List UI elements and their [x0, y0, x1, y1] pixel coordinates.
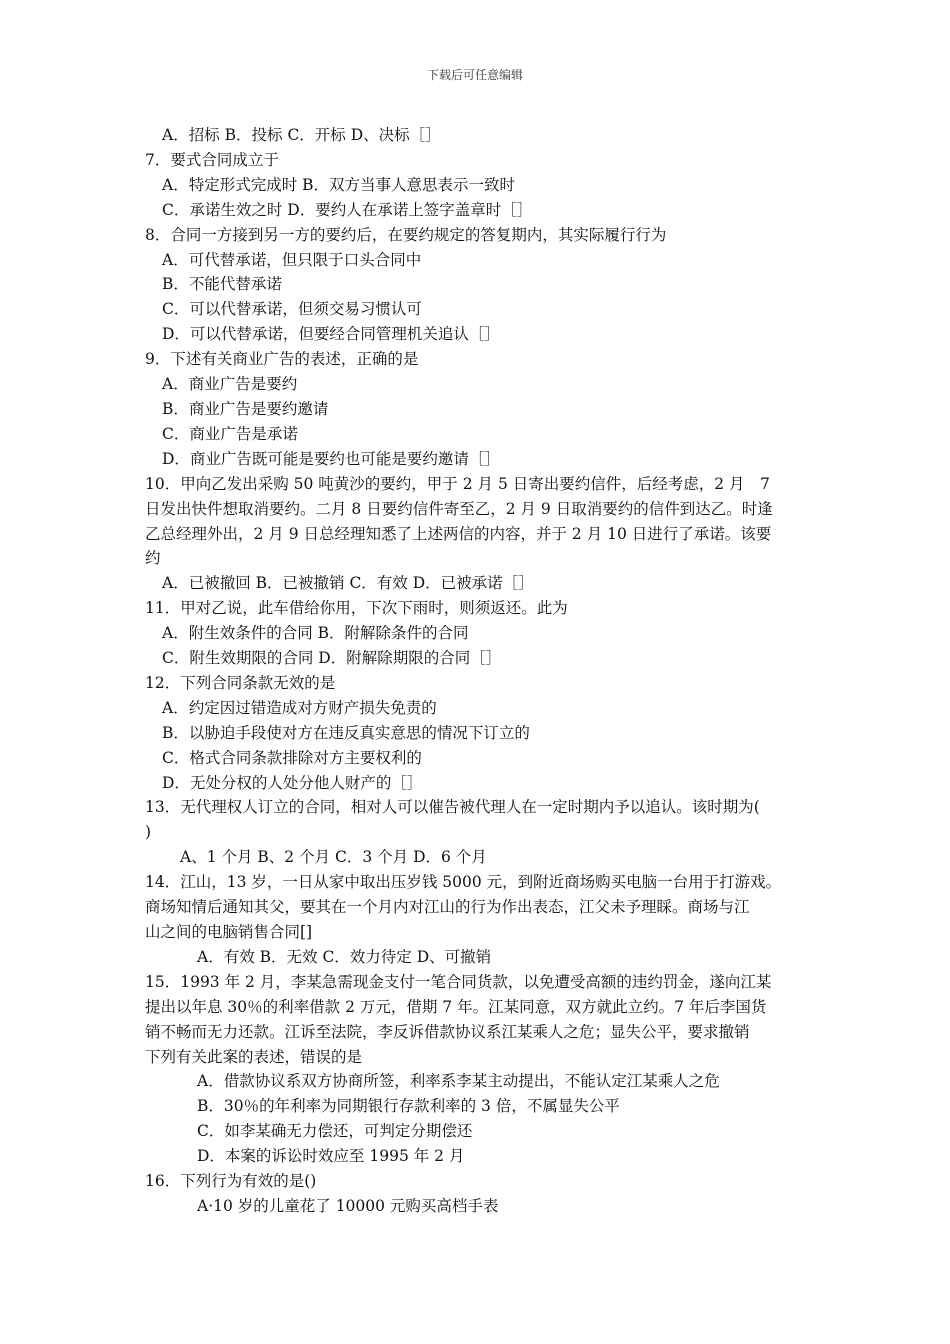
q11-options-ab: A．附生效条件的合同 B．附解除条件的合同 [162, 624, 469, 643]
q12-option-d: D．无处分权的人处分他人财产的［］ [162, 773, 423, 792]
q8-stem: 8．合同一方接到另一方的要约后，在要约规定的答复期内，其实际履行行为 [145, 225, 667, 244]
page-header: 下载后可任意编辑 [426, 68, 523, 82]
q10-stem-line-4: 约 [145, 549, 161, 568]
q13-stem-line-1: 13．无代理权人订立的合同，相对人可以催告被代理人在一定时期内予以追认。该时期为( [145, 798, 760, 817]
q15-option-b: B．30％的年利率为同期银行存款利率的 3 倍，不属显失公平 [197, 1097, 620, 1116]
q12-option-b: B．以胁迫手段使对方在违反真实意思的情况下订立的 [162, 723, 530, 742]
q12-stem: 12．下列合同条款无效的是 [145, 673, 336, 692]
q15-stem-line-4: 下列有关此案的表述，错误的是 [145, 1047, 363, 1066]
q15-stem-line-3: 销不畅而无力还款。江诉至法院，李反诉借款协议系江某乘人之危；显失公平，要求撤销 [145, 1022, 750, 1041]
q16-option-a: A·10 岁的儿童花了 10000 元购买高档手表 [197, 1196, 499, 1215]
q10-stem-line-2: 日发出快件想取消要约。二月 8 日要约信件寄至乙，2 月 9 日取消要约的信件到达乙。时逢 [145, 499, 773, 518]
q7-options-ab: A．特定形式完成时 B．双方当事人意思表示一致时 [162, 175, 516, 194]
q6-options: A．招标 B．投标 C．开标 D、决标［］ [162, 126, 441, 144]
q13-options: A、1 个月 B、2 个月 C．3 个月 D．6 个月 [180, 848, 487, 867]
q8-option-a: A．可代替承诺，但只限于口头合同中 [162, 250, 422, 269]
q14-stem-line-2: 商场知情后通知其父，要其在一个月内对江山的行为作出表态，江父未予理睬。商场与江 [145, 898, 750, 917]
q10-stem-line-1: 10．甲向乙发出采购 50 吨黄沙的要约，甲于 2 月 5 日寄出要约信件，后经考虑，2 月 7 [145, 474, 770, 493]
q11-stem: 11．甲对乙说，此车借给你用，下次下雨时，则须返还。此为 [145, 599, 568, 618]
q8-option-b: B．不能代替承诺 [162, 275, 282, 294]
q7-stem: 7．要式合同成立于 [145, 150, 279, 169]
q9-stem: 9．下述有关商业广告的表述，正确的是 [145, 350, 419, 369]
q14-options: A．有效 B．无效 C．效力待定 D、可撤销 [197, 947, 492, 966]
q11-options-cd: C．附生效期限的合同 D．附解除期限的合同［］ [162, 649, 502, 668]
q9-option-d: D．商业广告既可能是要约也可能是要约邀请［］ [162, 449, 500, 468]
q12-option-a: A．约定因过错造成对方财产损失免责的 [162, 698, 437, 717]
q13-stem-line-2: ) [145, 823, 152, 842]
q12-option-c: C．格式合同条款排除对方主要权利的 [162, 748, 422, 767]
q9-option-c: C．商业广告是承诺 [162, 424, 298, 443]
q7-options-cd: C．承诺生效之时 D．要约人在承诺上签字盖章时［］ [162, 200, 533, 219]
q8-option-d: D．可以代替承诺，但要经合同管理机关追认［］ [162, 325, 500, 344]
q16-stem: 16．下列行为有效的是() [145, 1172, 317, 1191]
q8-option-c: C．可以代替承诺，但须交易习惯认可 [162, 300, 422, 319]
q9-option-a: A．商业广告是要约 [162, 375, 298, 394]
q9-option-b: B．商业广告是要约邀请 [162, 399, 329, 418]
q15-stem-line-1: 15．1993 年 2 月，李某急需现金支付一笔合同货款，以免遭受高额的违约罚金，遂向江某 [145, 972, 772, 991]
q10-stem-line-3: 乙总经理外出，2 月 9 日总经理知悉了上述两信的内容，并于 2 月 10 日进行了承诺。该要 [145, 524, 772, 543]
q10-options: A．已被撤回 B．已被撤销 C．有效 D．已被承诺［］ [162, 574, 534, 593]
document-body [145, 123, 815, 1219]
q14-stem-line-1: 14．江山，13 岁，一日从家中取出压岁钱 5000 元，到附近商场购买电脑一台用于打游戏。 [145, 873, 782, 892]
q15-option-c: C．如李某确无力偿还，可判定分期偿还 [197, 1122, 473, 1141]
q15-option-a: A．借款协议系双方协商所签，利率系李某主动提出，不能认定江某乘人之危 [197, 1072, 720, 1091]
q15-stem-line-2: 提出以年息 30％的利率借款 2 万元，借期 7 年。江某同意，双方就此立约。7 年后李国货 [145, 997, 767, 1016]
q14-stem-line-3: 山之间的电脑销售合同[] [145, 923, 313, 941]
q15-option-d: D．本案的诉讼时效应至 1995 年 2 月 [197, 1147, 465, 1166]
